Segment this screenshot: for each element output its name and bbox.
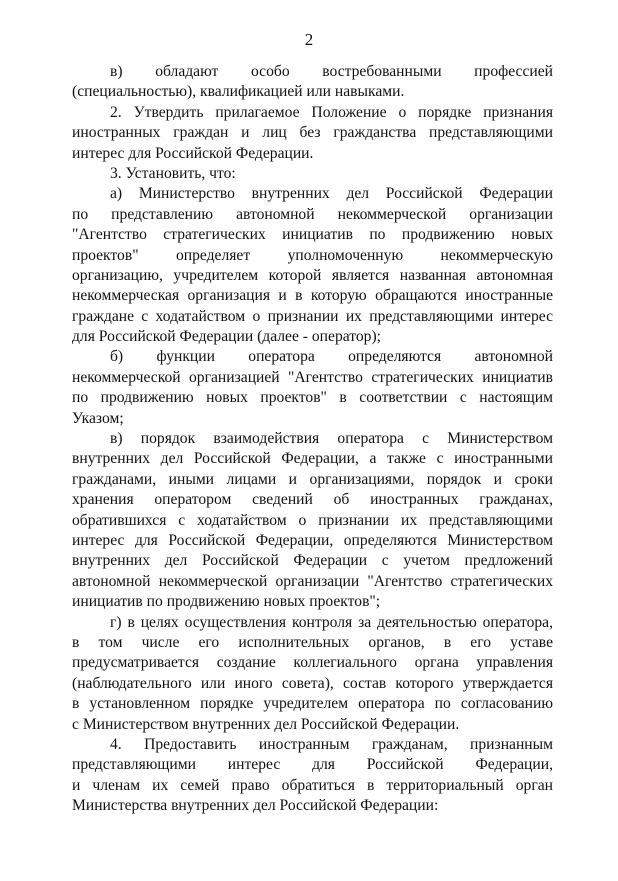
text-line: в том числе его исполнительных органов, в его уставе xyxy=(72,633,553,651)
text-line: внутренних дел Российской Федерации с учетом предложений xyxy=(72,552,553,570)
text-line: г) в целях осуществления контроля за деятельностью оператора, xyxy=(110,613,553,631)
text-line: "Агентство стратегических инициатив по продвижению новых xyxy=(72,226,553,244)
text-line: Министерства внутренних дел Российской Федерации: xyxy=(72,797,439,815)
text-line: в установленном порядке учредителем оператора по согласованию xyxy=(72,695,553,713)
text-line: для Российской Федерации (далее - оператор); xyxy=(72,328,381,346)
text-line: (наблюдательного или иного совета), состав которого утверждается xyxy=(72,674,553,692)
text-line: некоммерческой организацией "Агентство стратегических инициатив xyxy=(72,368,553,386)
text-line: 3. Установить, что: xyxy=(110,164,236,182)
text-line: иностранных граждан и лиц без гражданства представляющими xyxy=(72,124,553,142)
page-number: 2 xyxy=(304,30,314,49)
text-line: б) функции оператора определяются автономной xyxy=(110,348,553,366)
text-line: по продвижению новых проектов" в соответствии с настоящим xyxy=(72,389,553,407)
text-line: 4. Предоставить иностранным гражданам, признанным xyxy=(110,735,553,753)
document-body xyxy=(72,62,553,816)
text-line: представляющими интерес для Российской Федерации, xyxy=(72,756,553,774)
text-line: с Министерством внутренних дел Российской Федерации. xyxy=(72,715,460,733)
text-line: хранения оператором сведений об иностранных гражданах, xyxy=(72,491,553,509)
text-line: граждане с ходатайством о признании их представляющими интерес xyxy=(72,307,553,325)
text-line: в) порядок взаимодействия оператора с Министерством xyxy=(110,430,553,448)
text-line: интерес для Российской Федерации. xyxy=(72,144,314,162)
text-line: предусматривается создание коллегиального органа управления xyxy=(72,654,553,672)
text-line: организацию, учредителем которой является названная автономная xyxy=(72,266,553,284)
text-line: некоммерческая организация и в которую обращаются иностранные xyxy=(72,287,553,305)
text-line: а) Министерство внутренних дел Российской Федерации xyxy=(110,185,553,203)
text-line: инициатив по продвижению новых проектов"; xyxy=(72,593,381,611)
text-line: интерес для Российской Федерации, определяются Министерством xyxy=(72,531,553,549)
text-line: обратившихся с ходатайством о признании их представляющими xyxy=(72,511,553,529)
text-line: Указом; xyxy=(72,409,124,427)
text-line: 2. Утвердить прилагаемое Положение о порядке признания xyxy=(110,103,553,121)
text-line: (специальностью), квалификацией или навыками. xyxy=(72,83,405,101)
text-line: автономной некоммерческой организации "Агентство стратегических xyxy=(72,572,553,590)
text-line: внутренних дел Российской Федерации, а также с иностранными xyxy=(72,450,553,468)
text-line: гражданами, иными лицами и организациями, порядок и сроки xyxy=(72,470,553,488)
text-line: в) обладают особо востребованными профессией xyxy=(110,63,553,80)
text-line: по представлению автономной некоммерческой организации xyxy=(72,205,553,223)
text-line: и членам их семей право обратиться в территориальный орган xyxy=(72,776,553,794)
text-line: проектов" определяет уполномоченную некоммерческую xyxy=(72,246,553,264)
